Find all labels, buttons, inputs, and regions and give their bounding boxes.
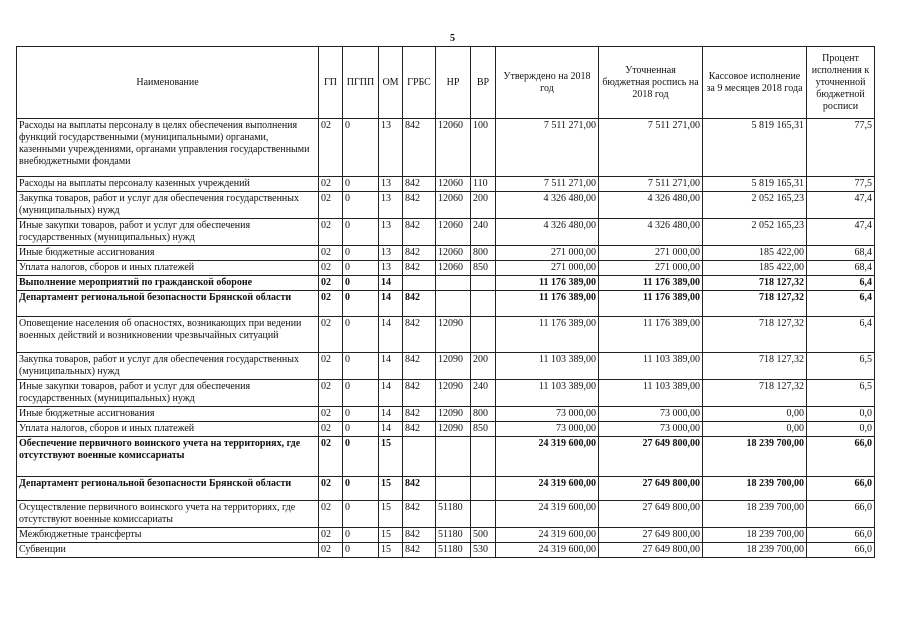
cell-vr [471, 291, 496, 317]
cell-cash: 18 239 700,00 [703, 543, 807, 558]
cell-vr [471, 317, 496, 353]
cell-refined: 27 649 800,00 [599, 477, 703, 501]
cell-om: 13 [379, 192, 403, 219]
cell-percent: 66,0 [807, 501, 875, 528]
cell-gp: 02 [319, 291, 343, 317]
cell-grbs: 842 [403, 192, 436, 219]
cell-name: Расходы на выплаты персоналу в целях обеспечения выполнения функций государственными (муниципальными) органами, казенными учреждениями, органами управления государственными внебюджетными фондами [17, 119, 319, 177]
cell-name: Закупка товаров, работ и услуг для обеспечения государственных (муниципальных) нужд [17, 192, 319, 219]
cell-cash: 18 239 700,00 [703, 501, 807, 528]
cell-refined: 11 176 389,00 [599, 317, 703, 353]
cell-cash: 0,00 [703, 422, 807, 437]
cell-percent: 6,4 [807, 276, 875, 291]
cell-name: Уплата налогов, сборов и иных платежей [17, 261, 319, 276]
cell-percent: 77,5 [807, 177, 875, 192]
table-row [17, 291, 875, 317]
cell-percent: 47,4 [807, 192, 875, 219]
table-row [17, 317, 875, 353]
cell-gp: 02 [319, 437, 343, 477]
cell-refined: 27 649 800,00 [599, 543, 703, 558]
table-row [17, 380, 875, 407]
cell-ppgp: 0 [343, 291, 379, 317]
cell-np [436, 477, 471, 501]
cell-name: Межбюджетные трансферты [17, 528, 319, 543]
cell-om: 13 [379, 219, 403, 246]
cell-name: Уплата налогов, сборов и иных платежей [17, 422, 319, 437]
cell-np [436, 291, 471, 317]
cell-np: 12060 [436, 219, 471, 246]
cell-om: 14 [379, 317, 403, 353]
cell-grbs [403, 276, 436, 291]
cell-percent: 6,4 [807, 291, 875, 317]
cell-refined: 27 649 800,00 [599, 501, 703, 528]
cell-refined: 271 000,00 [599, 246, 703, 261]
cell-np: 51180 [436, 528, 471, 543]
cell-om: 15 [379, 477, 403, 501]
cell-vr: 100 [471, 119, 496, 177]
table-row [17, 119, 875, 177]
cell-refined: 73 000,00 [599, 407, 703, 422]
cell-gp: 02 [319, 407, 343, 422]
cell-gp: 02 [319, 353, 343, 380]
cell-gp: 02 [319, 422, 343, 437]
cell-ppgp: 0 [343, 380, 379, 407]
cell-refined: 27 649 800,00 [599, 437, 703, 477]
header-approved: Утверждено на 2018 год [496, 47, 599, 119]
cell-cash: 18 239 700,00 [703, 437, 807, 477]
cell-approved: 24 319 600,00 [496, 501, 599, 528]
cell-cash: 2 052 165,23 [703, 219, 807, 246]
cell-percent: 6,4 [807, 317, 875, 353]
cell-ppgp: 0 [343, 543, 379, 558]
cell-np [436, 276, 471, 291]
cell-gp: 02 [319, 501, 343, 528]
cell-name: Департамент региональной безопасности Брянской области [17, 291, 319, 317]
header-name: Наименование [17, 47, 319, 119]
cell-gp: 02 [319, 477, 343, 501]
table-row [17, 261, 875, 276]
cell-approved: 11 103 389,00 [496, 353, 599, 380]
cell-om: 13 [379, 261, 403, 276]
cell-cash: 18 239 700,00 [703, 528, 807, 543]
cell-gp: 02 [319, 246, 343, 261]
header-ppgp: ПГПП [343, 47, 379, 119]
cell-percent: 0,0 [807, 407, 875, 422]
cell-grbs: 842 [403, 317, 436, 353]
cell-percent: 0,0 [807, 422, 875, 437]
cell-refined: 271 000,00 [599, 261, 703, 276]
cell-np: 12090 [436, 317, 471, 353]
cell-percent: 68,4 [807, 261, 875, 276]
cell-name: Иные закупки товаров, работ и услуг для обеспечения государственных (муниципальных) нужд [17, 219, 319, 246]
cell-approved: 4 326 480,00 [496, 219, 599, 246]
cell-percent: 66,0 [807, 437, 875, 477]
header-vr: ВР [471, 47, 496, 119]
cell-name: Иные бюджетные ассигнования [17, 246, 319, 261]
table-row [17, 407, 875, 422]
cell-gp: 02 [319, 317, 343, 353]
cell-approved: 11 176 389,00 [496, 317, 599, 353]
cell-vr: 850 [471, 422, 496, 437]
cell-cash: 5 819 165,31 [703, 177, 807, 192]
cell-grbs: 842 [403, 291, 436, 317]
cell-vr: 240 [471, 219, 496, 246]
cell-name: Оповещение населения об опасностях, возникающих при ведении военных действий и возникновении чрезвычайных ситуаций [17, 317, 319, 353]
table-row [17, 528, 875, 543]
cell-refined: 11 103 389,00 [599, 353, 703, 380]
cell-percent: 47,4 [807, 219, 875, 246]
cell-gp: 02 [319, 177, 343, 192]
cell-approved: 7 511 271,00 [496, 177, 599, 192]
cell-om: 14 [379, 353, 403, 380]
cell-approved: 7 511 271,00 [496, 119, 599, 177]
budget-table [16, 46, 875, 558]
cell-vr [471, 276, 496, 291]
table-row [17, 543, 875, 558]
cell-cash: 5 819 165,31 [703, 119, 807, 177]
cell-ppgp: 0 [343, 276, 379, 291]
cell-om: 14 [379, 276, 403, 291]
cell-grbs: 842 [403, 528, 436, 543]
cell-cash: 718 127,32 [703, 276, 807, 291]
cell-grbs: 842 [403, 177, 436, 192]
cell-name: Иные закупки товаров, работ и услуг для обеспечения государственных (муниципальных) нужд [17, 380, 319, 407]
cell-name: Закупка товаров, работ и услуг для обеспечения государственных (муниципальных) нужд [17, 353, 319, 380]
cell-cash: 718 127,32 [703, 380, 807, 407]
cell-ppgp: 0 [343, 477, 379, 501]
cell-percent: 66,0 [807, 543, 875, 558]
cell-approved: 73 000,00 [496, 422, 599, 437]
cell-name: Обеспечение первичного воинского учета на территориях, где отсутствуют военные комиссариаты [17, 437, 319, 477]
table-row [17, 422, 875, 437]
cell-ppgp: 0 [343, 219, 379, 246]
cell-cash: 718 127,32 [703, 291, 807, 317]
cell-ppgp: 0 [343, 192, 379, 219]
cell-np: 51180 [436, 543, 471, 558]
cell-ppgp: 0 [343, 437, 379, 477]
cell-grbs: 842 [403, 246, 436, 261]
cell-percent: 77,5 [807, 119, 875, 177]
cell-refined: 7 511 271,00 [599, 119, 703, 177]
cell-name: Осуществление первичного воинского учета на территориях, где отсутствуют военные комиссариаты [17, 501, 319, 528]
cell-refined: 4 326 480,00 [599, 219, 703, 246]
cell-refined: 27 649 800,00 [599, 528, 703, 543]
header-grbs: ГРБС [403, 47, 436, 119]
cell-gp: 02 [319, 192, 343, 219]
cell-grbs: 842 [403, 119, 436, 177]
header-om: ОМ [379, 47, 403, 119]
cell-gp: 02 [319, 219, 343, 246]
cell-gp: 02 [319, 528, 343, 543]
cell-name: Департамент региональной безопасности Брянской области [17, 477, 319, 501]
cell-vr: 200 [471, 192, 496, 219]
cell-vr: 110 [471, 177, 496, 192]
cell-name: Расходы на выплаты персоналу казенных учреждений [17, 177, 319, 192]
cell-ppgp: 0 [343, 501, 379, 528]
cell-grbs: 842 [403, 543, 436, 558]
cell-ppgp: 0 [343, 119, 379, 177]
table-row [17, 219, 875, 246]
header-gp: ГП [319, 47, 343, 119]
header-cash: Кассовое исполнение за 9 месяцев 2018 года [703, 47, 807, 119]
cell-approved: 24 319 600,00 [496, 437, 599, 477]
cell-approved: 4 326 480,00 [496, 192, 599, 219]
cell-refined: 73 000,00 [599, 422, 703, 437]
cell-grbs: 842 [403, 477, 436, 501]
cell-approved: 271 000,00 [496, 246, 599, 261]
cell-np: 12090 [436, 407, 471, 422]
table-row [17, 192, 875, 219]
cell-refined: 4 326 480,00 [599, 192, 703, 219]
cell-approved: 11 103 389,00 [496, 380, 599, 407]
cell-approved: 24 319 600,00 [496, 528, 599, 543]
table-row [17, 437, 875, 477]
table-row [17, 353, 875, 380]
cell-ppgp: 0 [343, 353, 379, 380]
table-row [17, 276, 875, 291]
cell-grbs: 842 [403, 261, 436, 276]
cell-np: 12060 [436, 177, 471, 192]
cell-om: 13 [379, 177, 403, 192]
cell-vr: 800 [471, 246, 496, 261]
page-number: 5 [450, 33, 455, 44]
cell-om: 15 [379, 437, 403, 477]
cell-om: 14 [379, 291, 403, 317]
header-percent: Процент исполнения к уточненной бюджетной росписи [807, 47, 875, 119]
cell-cash: 2 052 165,23 [703, 192, 807, 219]
cell-refined: 11 176 389,00 [599, 276, 703, 291]
cell-om: 13 [379, 246, 403, 261]
cell-ppgp: 0 [343, 246, 379, 261]
cell-ppgp: 0 [343, 177, 379, 192]
cell-cash: 185 422,00 [703, 246, 807, 261]
cell-np: 12060 [436, 192, 471, 219]
header-refined: Уточненная бюджетная роспись на 2018 год [599, 47, 703, 119]
header-row [17, 47, 875, 119]
cell-refined: 11 103 389,00 [599, 380, 703, 407]
table-row [17, 177, 875, 192]
cell-np: 12060 [436, 261, 471, 276]
cell-grbs: 842 [403, 353, 436, 380]
cell-percent: 66,0 [807, 477, 875, 501]
cell-vr [471, 477, 496, 501]
cell-refined: 11 176 389,00 [599, 291, 703, 317]
cell-np [436, 437, 471, 477]
cell-cash: 718 127,32 [703, 317, 807, 353]
cell-refined: 7 511 271,00 [599, 177, 703, 192]
cell-percent: 68,4 [807, 246, 875, 261]
cell-cash: 718 127,32 [703, 353, 807, 380]
cell-grbs: 842 [403, 422, 436, 437]
cell-ppgp: 0 [343, 422, 379, 437]
cell-np: 12090 [436, 353, 471, 380]
cell-np: 12060 [436, 119, 471, 177]
cell-om: 15 [379, 501, 403, 528]
cell-ppgp: 0 [343, 528, 379, 543]
table-row [17, 501, 875, 528]
cell-om: 14 [379, 380, 403, 407]
cell-vr [471, 437, 496, 477]
cell-vr [471, 501, 496, 528]
cell-grbs: 842 [403, 501, 436, 528]
cell-ppgp: 0 [343, 407, 379, 422]
cell-approved: 11 176 389,00 [496, 276, 599, 291]
cell-gp: 02 [319, 119, 343, 177]
cell-grbs: 842 [403, 219, 436, 246]
cell-approved: 11 176 389,00 [496, 291, 599, 317]
cell-vr: 530 [471, 543, 496, 558]
cell-grbs: 842 [403, 407, 436, 422]
cell-om: 14 [379, 422, 403, 437]
cell-approved: 73 000,00 [496, 407, 599, 422]
cell-cash: 18 239 700,00 [703, 477, 807, 501]
cell-grbs: 842 [403, 380, 436, 407]
cell-ppgp: 0 [343, 317, 379, 353]
cell-om: 13 [379, 119, 403, 177]
cell-name: Субвенции [17, 543, 319, 558]
cell-cash: 185 422,00 [703, 261, 807, 276]
cell-ppgp: 0 [343, 261, 379, 276]
cell-np: 12060 [436, 246, 471, 261]
cell-vr: 500 [471, 528, 496, 543]
cell-vr: 850 [471, 261, 496, 276]
table-row [17, 477, 875, 501]
cell-percent: 6,5 [807, 380, 875, 407]
cell-np: 12090 [436, 422, 471, 437]
cell-approved: 24 319 600,00 [496, 477, 599, 501]
cell-gp: 02 [319, 380, 343, 407]
cell-name: Иные бюджетные ассигнования [17, 407, 319, 422]
cell-np: 51180 [436, 501, 471, 528]
cell-cash: 0,00 [703, 407, 807, 422]
cell-grbs [403, 437, 436, 477]
cell-gp: 02 [319, 261, 343, 276]
cell-name: Выполнение мероприятий по гражданской обороне [17, 276, 319, 291]
cell-approved: 271 000,00 [496, 261, 599, 276]
cell-gp: 02 [319, 276, 343, 291]
cell-percent: 6,5 [807, 353, 875, 380]
cell-vr: 240 [471, 380, 496, 407]
cell-om: 15 [379, 528, 403, 543]
cell-om: 15 [379, 543, 403, 558]
cell-approved: 24 319 600,00 [496, 543, 599, 558]
cell-om: 14 [379, 407, 403, 422]
cell-vr: 200 [471, 353, 496, 380]
cell-np: 12090 [436, 380, 471, 407]
cell-vr: 800 [471, 407, 496, 422]
cell-percent: 66,0 [807, 528, 875, 543]
header-np: НР [436, 47, 471, 119]
cell-gp: 02 [319, 543, 343, 558]
table-row [17, 246, 875, 261]
